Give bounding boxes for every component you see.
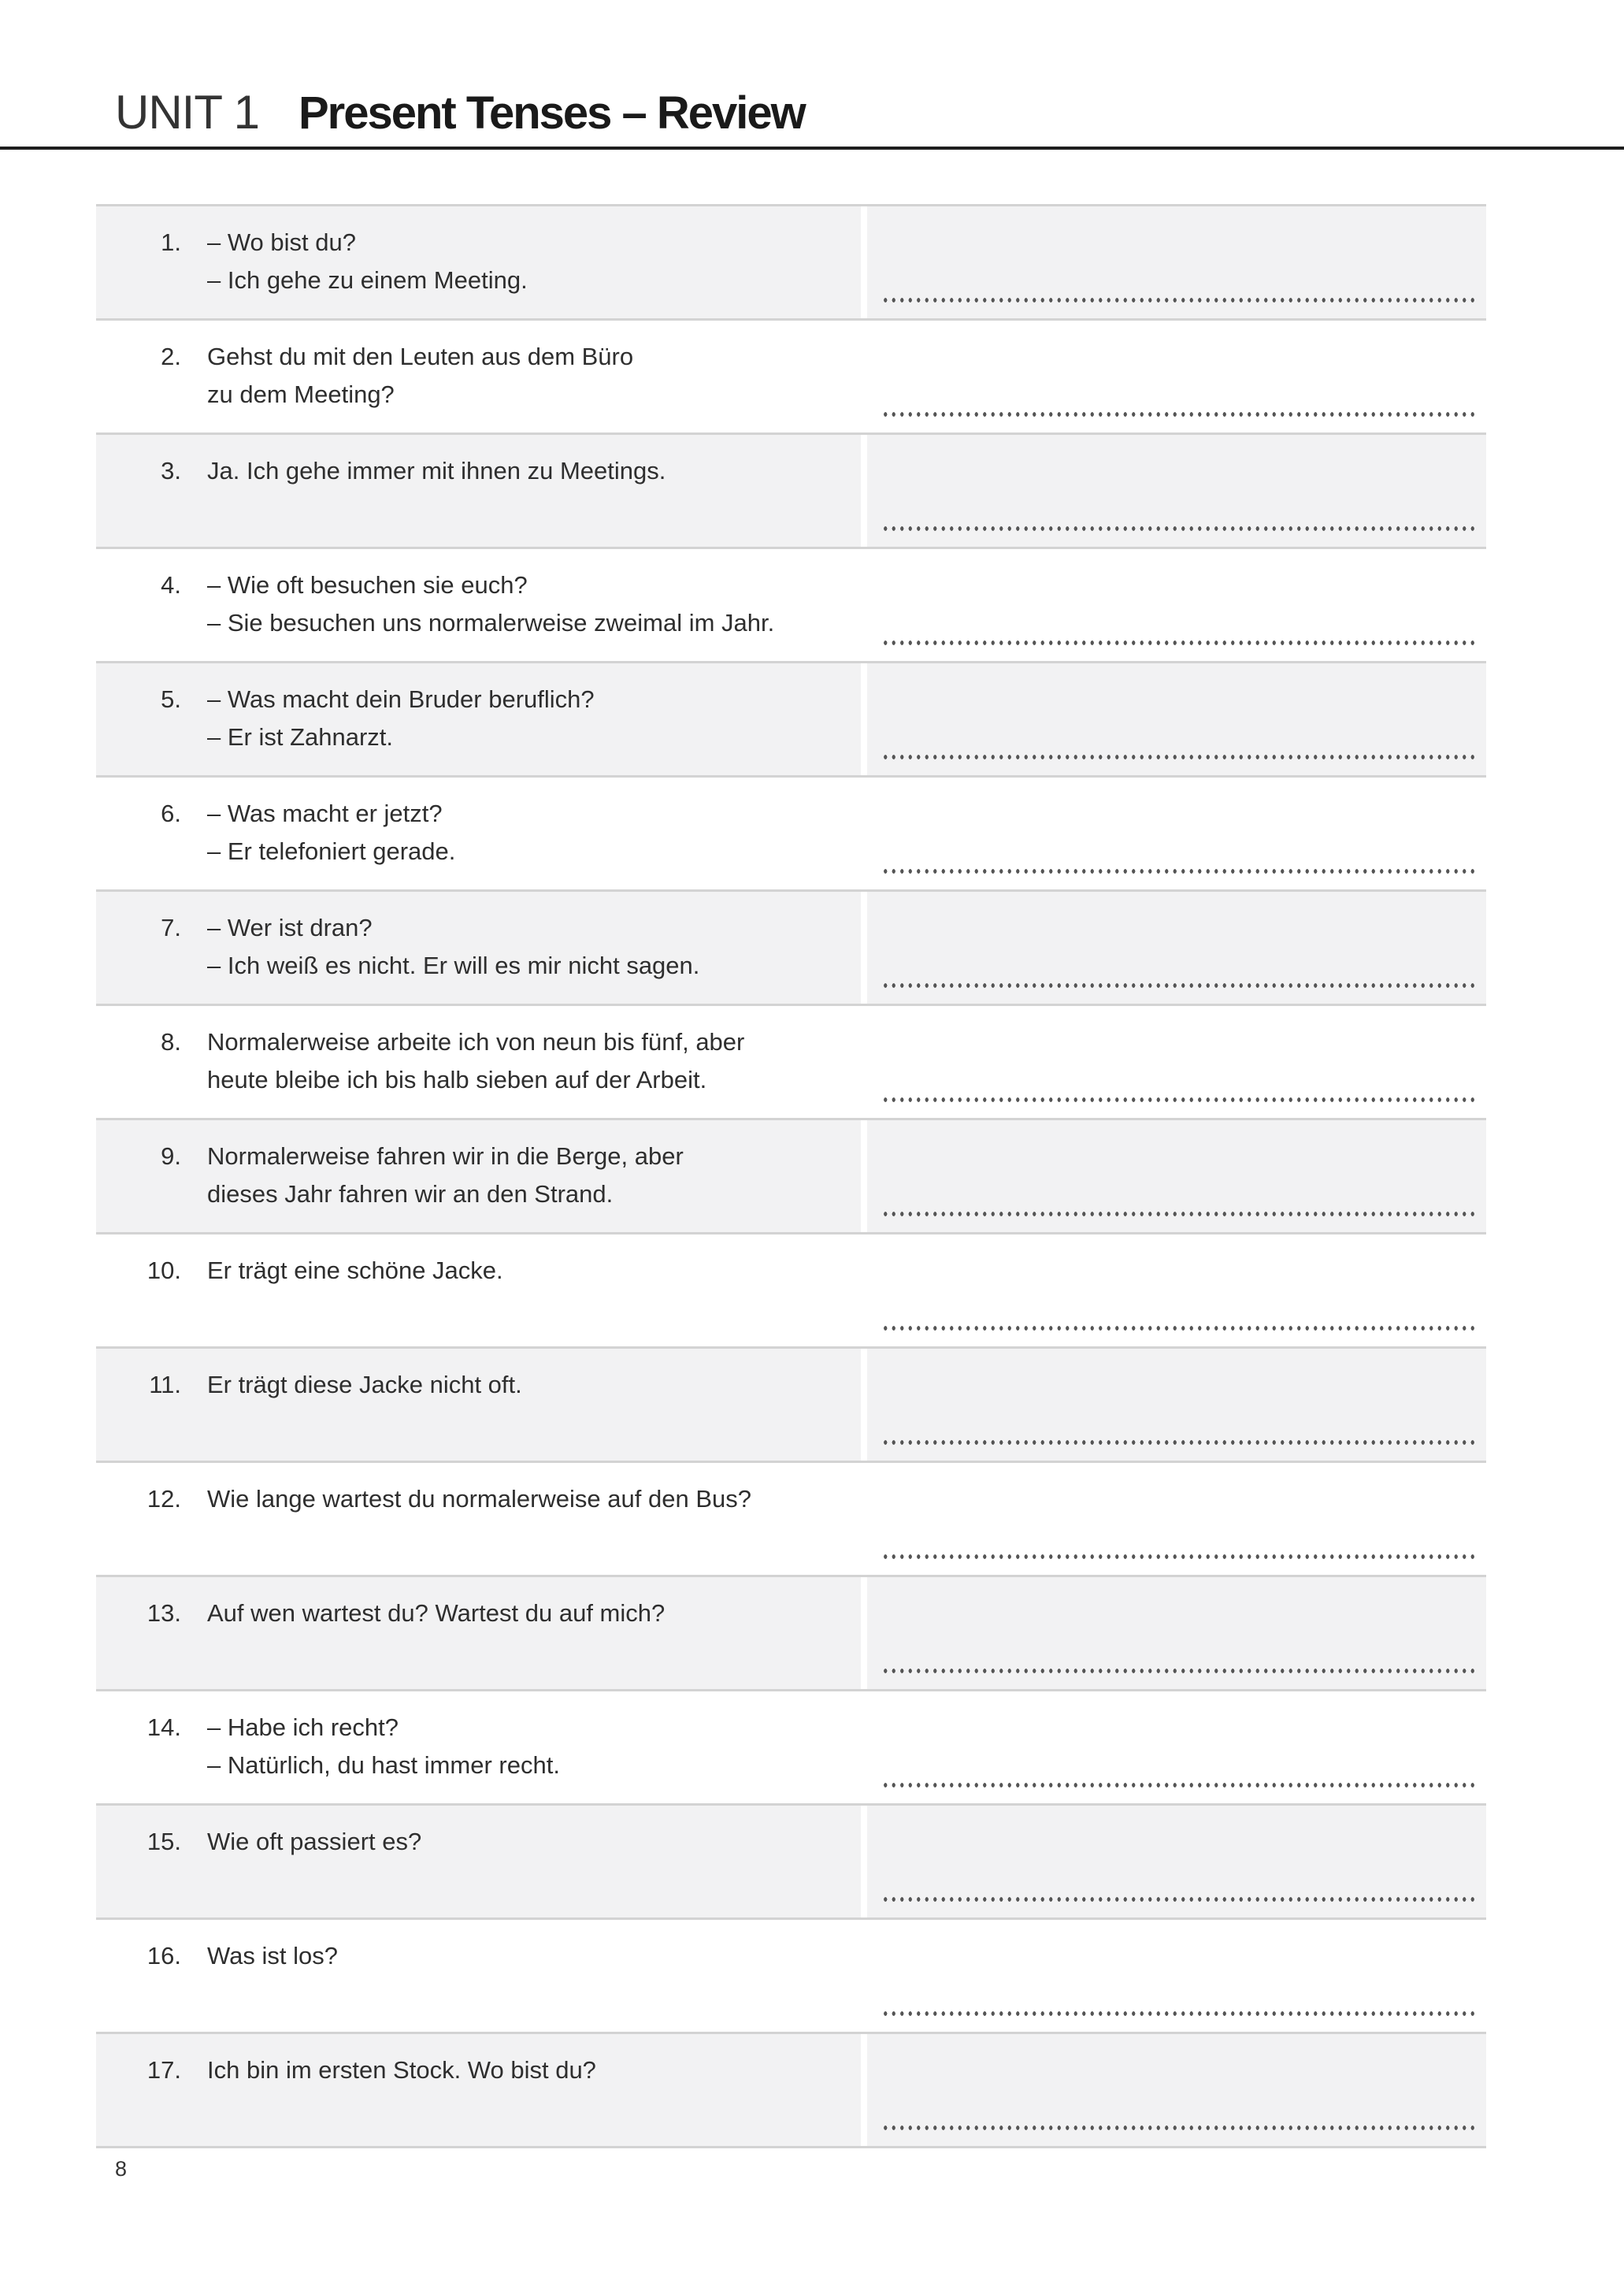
- item-number: 1.: [161, 228, 181, 256]
- exercise-row: [96, 661, 1486, 775]
- sentence-text: Wie lange wartest du normalerweise auf den Bus?: [207, 1485, 751, 1513]
- exercise-row: [96, 889, 1486, 1004]
- answer-cell[interactable]: [867, 321, 1486, 432]
- answer-cell[interactable]: [867, 1691, 1486, 1803]
- sentence-text: – Habe ich recht? – Natürlich, du hast immer recht.: [207, 1713, 560, 1779]
- sentence-text: Normalerweise arbeite ich von neun bis fünf, aber heute bleibe ich bis halb sieben auf der Arbeit.: [207, 1028, 745, 1093]
- sentence-text: Er trägt eine schöne Jacke.: [207, 1257, 503, 1284]
- item-number: 13.: [146, 1599, 181, 1627]
- sentence-text: Er trägt diese Jacke nicht oft.: [207, 1371, 522, 1398]
- sentence-cell: [96, 435, 861, 547]
- sentence-cell: [96, 321, 861, 432]
- exercise-row: [96, 318, 1486, 432]
- sentence-cell: [96, 1234, 861, 1346]
- exercise-row: [96, 1689, 1486, 1803]
- sentence-cell: [96, 1463, 861, 1575]
- answer-cell[interactable]: [867, 1577, 1486, 1689]
- answer-dotted-line[interactable]: [881, 1097, 1478, 1102]
- exercise-row: [96, 775, 1486, 889]
- item-number: 8.: [161, 1028, 181, 1056]
- page-title: Present Tenses – Review: [298, 87, 805, 139]
- sentence-cell: [96, 206, 861, 318]
- sentence-cell: [96, 2034, 861, 2146]
- sentence-text: – Was macht dein Bruder beruflich? – Er ist Zahnarzt.: [207, 685, 595, 751]
- answer-dotted-line[interactable]: [881, 2125, 1478, 2130]
- answer-dotted-line[interactable]: [881, 1669, 1478, 1673]
- item-number: 5.: [161, 685, 181, 713]
- sentence-text: – Wer ist dran? – Ich weiß es nicht. Er will es mir nicht sagen.: [207, 914, 700, 979]
- exercise-row: [96, 204, 1486, 318]
- sentence-text: Gehst du mit den Leuten aus dem Büro zu dem Meeting?: [207, 343, 634, 408]
- answer-cell[interactable]: [867, 1006, 1486, 1118]
- sentence-cell: [96, 1920, 861, 2032]
- unit-label: UNIT 1: [115, 86, 259, 139]
- item-number: 11.: [149, 1371, 181, 1398]
- sentence-text: Normalerweise fahren wir in die Berge, aber dieses Jahr fahren wir an den Strand.: [207, 1142, 684, 1208]
- answer-dotted-line[interactable]: [881, 1554, 1478, 1559]
- exercise-row: [96, 1575, 1486, 1689]
- exercise-row: [96, 1346, 1486, 1461]
- item-number: 3.: [161, 457, 181, 484]
- item-number: 6.: [161, 800, 181, 827]
- answer-dotted-line[interactable]: [881, 526, 1478, 531]
- answer-dotted-line[interactable]: [881, 412, 1478, 417]
- exercise-row: [96, 2032, 1486, 2148]
- answer-dotted-line[interactable]: [881, 1440, 1478, 1445]
- answer-dotted-line[interactable]: [881, 1212, 1478, 1216]
- answer-cell[interactable]: [867, 549, 1486, 661]
- answer-cell[interactable]: [867, 1120, 1486, 1232]
- sentence-cell: [96, 549, 861, 661]
- sentence-cell: [96, 1577, 861, 1689]
- header-rule: [0, 147, 1624, 150]
- sentence-cell: [96, 1006, 861, 1118]
- answer-cell[interactable]: [867, 1920, 1486, 2032]
- item-number: 17.: [146, 2056, 181, 2084]
- item-number: 2.: [161, 343, 181, 370]
- page-header: [115, 85, 805, 140]
- item-number: 9.: [161, 1142, 181, 1170]
- answer-cell[interactable]: [867, 1806, 1486, 1917]
- answer-cell[interactable]: [867, 663, 1486, 775]
- item-number: 14.: [146, 1713, 181, 1741]
- answer-dotted-line[interactable]: [881, 640, 1478, 645]
- exercise-row: [96, 1803, 1486, 1917]
- exercise-row: [96, 1004, 1486, 1118]
- item-number: 16.: [146, 1942, 181, 1969]
- item-number: 7.: [161, 914, 181, 941]
- answer-dotted-line[interactable]: [881, 755, 1478, 759]
- exercise-table: [96, 204, 1486, 2148]
- answer-dotted-line[interactable]: [881, 1783, 1478, 1788]
- sentence-cell: [96, 1120, 861, 1232]
- exercise-row: [96, 547, 1486, 661]
- answer-cell[interactable]: [867, 1463, 1486, 1575]
- sentence-text: – Wie oft besuchen sie euch? – Sie besuchen uns normalerweise zweimal im Jahr.: [207, 571, 775, 637]
- sentence-cell: [96, 778, 861, 889]
- sentence-text: Wie oft passiert es?: [207, 1828, 422, 1855]
- sentence-text: Ich bin im ersten Stock. Wo bist du?: [207, 2056, 596, 2084]
- answer-dotted-line[interactable]: [881, 869, 1478, 874]
- answer-dotted-line[interactable]: [881, 2011, 1478, 2016]
- sentence-cell: [96, 1691, 861, 1803]
- answer-cell[interactable]: [867, 1234, 1486, 1346]
- answer-cell[interactable]: [867, 778, 1486, 889]
- sentence-text: – Wo bist du? – Ich gehe zu einem Meeting.: [207, 228, 528, 294]
- answer-dotted-line[interactable]: [881, 1326, 1478, 1331]
- sentence-cell: [96, 1806, 861, 1917]
- sentence-text: Ja. Ich gehe immer mit ihnen zu Meetings.: [207, 457, 666, 484]
- sentence-cell: [96, 1349, 861, 1461]
- answer-cell[interactable]: [867, 892, 1486, 1004]
- exercise-row: [96, 1461, 1486, 1575]
- sentence-text: Auf wen wartest du? Wartest du auf mich?: [207, 1599, 666, 1627]
- sentence-cell: [96, 892, 861, 1004]
- exercise-row: [96, 432, 1486, 547]
- exercise-row: [96, 1118, 1486, 1232]
- answer-dotted-line[interactable]: [881, 983, 1478, 988]
- sentence-cell: [96, 663, 861, 775]
- answer-dotted-line[interactable]: [881, 1897, 1478, 1902]
- page-number: 8: [115, 2157, 128, 2181]
- item-number: 12.: [146, 1485, 181, 1513]
- exercise-row: [96, 1917, 1486, 2032]
- exercise-row: [96, 1232, 1486, 1346]
- answer-cell[interactable]: [867, 206, 1486, 318]
- answer-cell[interactable]: [867, 2034, 1486, 2146]
- sentence-text: – Was macht er jetzt? – Er telefoniert gerade.: [207, 800, 456, 865]
- answer-cell[interactable]: [867, 1349, 1486, 1461]
- item-number: 15.: [146, 1828, 181, 1855]
- item-number: 10.: [146, 1257, 181, 1284]
- answer-cell[interactable]: [867, 435, 1486, 547]
- item-number: 4.: [161, 571, 181, 599]
- sentence-text: Was ist los?: [207, 1942, 338, 1969]
- answer-dotted-line[interactable]: [881, 298, 1478, 303]
